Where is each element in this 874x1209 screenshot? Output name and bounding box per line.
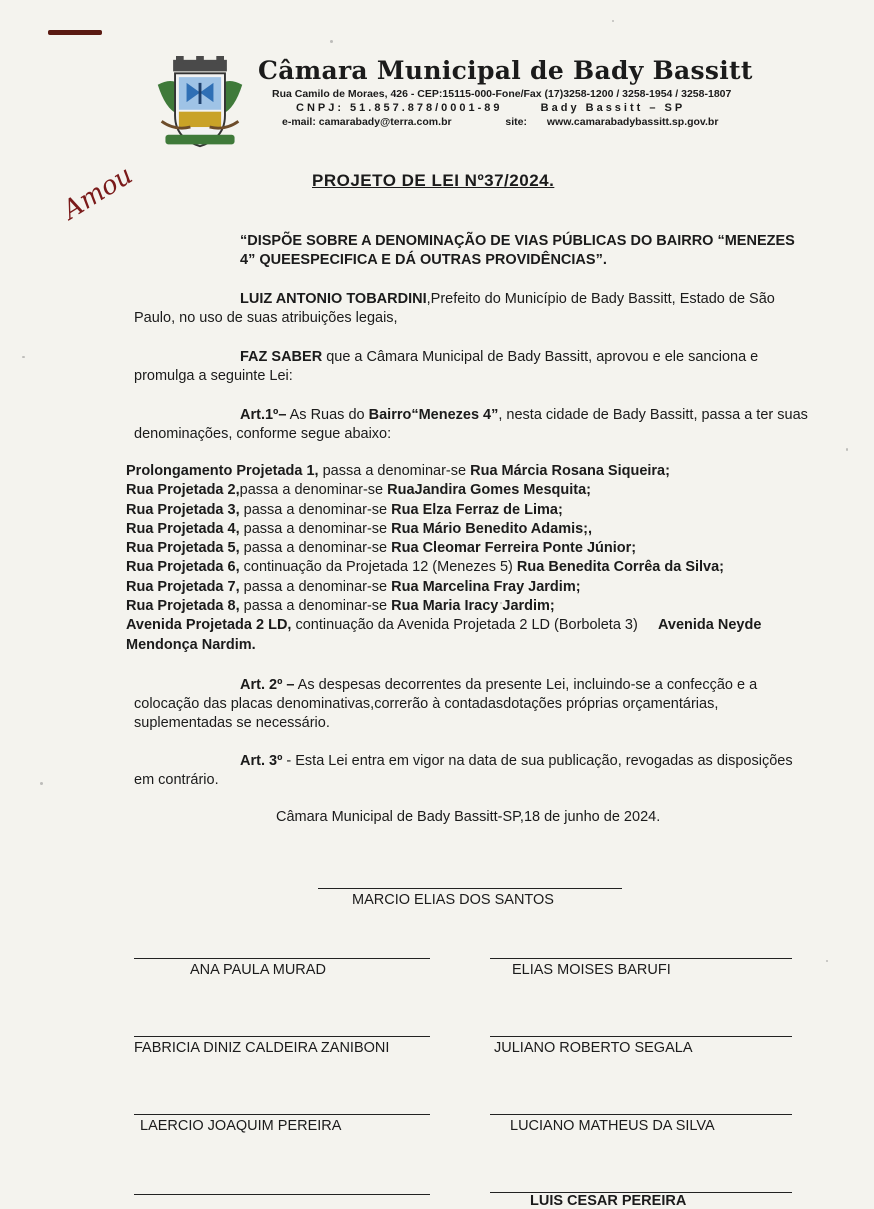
site-label: site: <box>505 116 528 128</box>
signature-line <box>318 888 622 889</box>
article-1-bairro: Bairro“Menezes 4” <box>368 407 499 423</box>
paper-speck <box>330 40 333 43</box>
top-pen-mark <box>48 30 102 35</box>
letterhead <box>152 52 802 152</box>
paper-speck <box>22 356 25 358</box>
org-name: Câmara Municipal de Bady Bassitt <box>258 56 753 85</box>
preamble-text: ,Prefeito do Município de Bady Bassitt, Estado de São Paulo, no uso de suas atribuições legais, <box>134 291 775 326</box>
paper-speck <box>846 448 848 451</box>
list-item: Rua Projetada 4, passa a denominar-se Rua Mário Benedito Adamis;, <box>126 520 593 537</box>
list-item: Prolongamento Projetada 1, passa a denominar-se Rua Márcia Rosana Siqueira; <box>126 463 670 479</box>
faz-saber-text: que a Câmara Municipal de Bady Bassitt, aprovou e ele sanciona e promulga a seguinte Lei: <box>134 349 759 384</box>
list-item: Rua Projetada 7, passa a denominar-se Rua Marcelina Fray Jardim; <box>126 578 581 595</box>
signature-line <box>490 958 792 959</box>
preamble-paragraph <box>134 290 814 328</box>
org-email: camarabady@terra.com.br <box>318 116 452 128</box>
article-3-label: Art. 3º <box>240 753 283 769</box>
article-2 <box>134 676 810 733</box>
article-1-text-b: , nesta cidade de Bady Bassitt, passa a ter suas denominações, conforme segue abaixo: <box>134 407 808 442</box>
article-2-text: As despesas decorrentes da presente Lei, incluindo-se a confecção e a colocação das placas denominativas,correrão à contadasdotações próprias orçamentárias, suplementadas se necessário. <box>134 677 758 731</box>
list-item: Rua Projetada 6, continuação da Projetada 12 (Menezes 5) Rua Benedita Corrêa da Silva; <box>126 559 725 576</box>
paper-speck <box>40 782 43 785</box>
faz-saber-paragraph <box>134 348 774 386</box>
article-2-label: Art. 2º – <box>240 677 295 693</box>
signature-line <box>490 1036 792 1037</box>
article-1 <box>134 406 814 444</box>
article-1-label: Art.1º– <box>240 407 287 423</box>
municipal-crest-icon <box>152 56 248 152</box>
list-item: Rua Projetada 5, passa a denominar-se Rua Cleomar Ferreira Ponte Júnior; <box>126 540 637 557</box>
signatory-right-3: LUCIANO MATHEUS DA SILVA <box>510 1118 715 1134</box>
signatory-left-2: FABRICIA DINIZ CALDEIRA ZANIBONI <box>134 1040 390 1056</box>
org-contact-line <box>282 116 798 128</box>
list-item: Rua Projetada 3, passa a denominar-se Rua Elza Ferraz de Lima; <box>126 501 563 518</box>
list-item: Avenida Projetada 2 LD, continuação da Avenida Projetada 2 LD (Borboleta 3) Avenida Neyde Mendonça Nardim. <box>126 617 762 653</box>
org-address: Rua Camilo de Moraes, 426 - CEP:15115-000-Fone/Fax (17)3258-1200 / 3258-1954 / 3258-1807 <box>272 88 732 100</box>
handwritten-annotation: Amou <box>57 160 139 226</box>
mayor-name: LUIZ ANTONIO TOBARDINI <box>240 291 427 307</box>
article-1-text-a: As Ruas do <box>286 407 369 423</box>
org-city: Bady Bassitt – SP <box>540 102 686 114</box>
paper-speck <box>826 960 828 962</box>
paper-speck <box>612 20 614 22</box>
signatory-president: MARCIO ELIAS DOS SANTOS <box>352 892 554 908</box>
org-site: www.camarabadybassitt.sp.gov.br <box>546 116 719 128</box>
email-label: e-mail: <box>282 116 316 128</box>
list-item: Rua Projetada 2,passa a denominar-se RuaJandira Gomes Mesquita; <box>126 482 591 499</box>
signatory-right-4: LUIS CESAR PEREIRA <box>530 1193 687 1209</box>
faz-saber-label: FAZ SABER <box>240 349 323 365</box>
signatory-left-1: ANA PAULA MURAD <box>190 962 326 978</box>
article-3 <box>134 752 810 790</box>
signature-line <box>490 1114 792 1115</box>
signatory-right-1: ELIAS MOISES BARUFI <box>512 962 671 978</box>
org-cnpj: CNPJ: 51.857.878/0001-89 <box>296 102 503 114</box>
list-item: Rua Projetada 8, passa a denominar-se Rua Maria Iracy Jardim; <box>126 598 555 615</box>
signature-line <box>134 958 430 959</box>
signatory-left-3: LAERCIO JOAQUIM PEREIRA <box>140 1118 342 1134</box>
signature-line <box>134 1114 430 1115</box>
ementa: “DISPÕE SOBRE A DENOMINAÇÃO DE VIAS PÚBLICAS DO BAIRRO “MENEZES 4” QUEESPECIFICA E DÁ OUTRAS PROVIDÊNCIAS”. <box>240 233 795 268</box>
org-cnpj-line <box>296 102 798 114</box>
street-list <box>126 462 820 655</box>
article-3-text: - Esta Lei entra em vigor na data de sua publicação, revogadas as disposições em contrário. <box>134 753 793 788</box>
date-line: Câmara Municipal de Bady Bassitt-SP,18 de junho de 2024. <box>276 809 661 825</box>
signature-line <box>134 1036 430 1037</box>
signature-line <box>134 1194 430 1195</box>
signatory-right-2: JULIANO ROBERTO SEGALA <box>494 1040 693 1056</box>
document-title: PROJETO DE LEI Nº37/2024. <box>312 171 555 190</box>
